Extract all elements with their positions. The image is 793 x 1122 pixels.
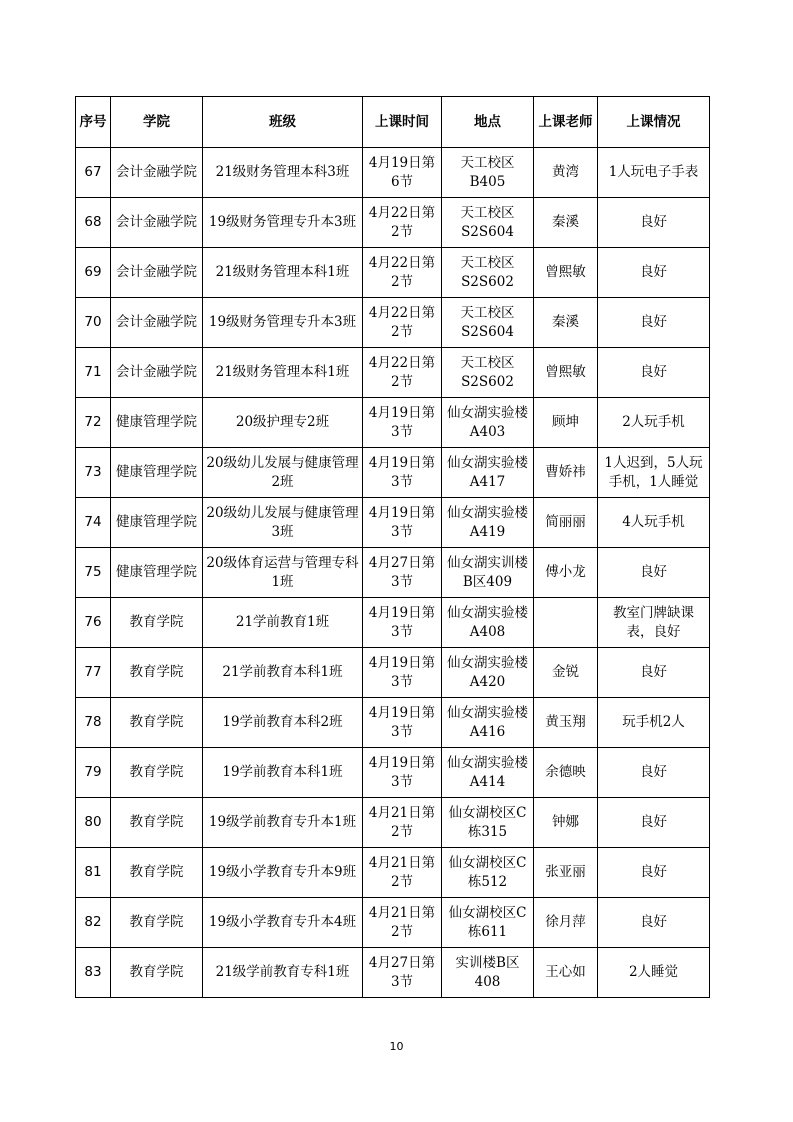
cell-class: 19学前教育本科2班 — [203, 698, 363, 748]
cell-no: 80 — [76, 798, 111, 848]
table-row — [76, 198, 710, 248]
cell-class: 21级财务管理本科1班 — [203, 348, 363, 398]
table-row — [76, 698, 710, 748]
cell-no: 74 — [76, 498, 111, 548]
cell-time: 4月19日第3节 — [363, 498, 442, 548]
cell-location: 仙女湖校区C栋315 — [442, 798, 534, 848]
cell-location: 仙女湖实验楼A417 — [442, 448, 534, 498]
cell-no: 82 — [76, 898, 111, 948]
cell-status: 1人玩电子手表 — [598, 148, 710, 198]
cell-college: 教育学院 — [111, 598, 203, 648]
cell-time: 4月19日第3节 — [363, 648, 442, 698]
cell-status: 1人迟到，5人玩手机，1人睡觉 — [598, 448, 710, 498]
cell-no: 70 — [76, 298, 111, 348]
cell-location: 天工校区S2S602 — [442, 248, 534, 298]
cell-teacher: 简丽丽 — [534, 498, 598, 548]
cell-location: 仙女湖实验楼A403 — [442, 398, 534, 448]
cell-teacher: 钟娜 — [534, 798, 598, 848]
cell-time: 4月19日第3节 — [363, 748, 442, 798]
cell-status: 良好 — [598, 298, 710, 348]
cell-no: 71 — [76, 348, 111, 398]
header-teacher: 上课老师 — [534, 97, 598, 148]
table-header-row — [76, 97, 710, 148]
cell-no: 67 — [76, 148, 111, 198]
cell-college: 会计金融学院 — [111, 298, 203, 348]
cell-college: 教育学院 — [111, 848, 203, 898]
cell-no: 81 — [76, 848, 111, 898]
cell-college: 教育学院 — [111, 898, 203, 948]
table-row — [76, 398, 710, 448]
cell-class: 21学前教育1班 — [203, 598, 363, 648]
cell-time: 4月21日第2节 — [363, 798, 442, 848]
header-college: 学院 — [111, 97, 203, 148]
cell-location: 仙女湖校区C栋512 — [442, 848, 534, 898]
table-row — [76, 898, 710, 948]
cell-location: 仙女湖实验楼A419 — [442, 498, 534, 548]
cell-location: 天工校区S2S604 — [442, 198, 534, 248]
cell-class: 19级小学教育专升本4班 — [203, 898, 363, 948]
cell-no: 78 — [76, 698, 111, 748]
cell-status: 良好 — [598, 748, 710, 798]
cell-class: 20级护理专2班 — [203, 398, 363, 448]
table-row — [76, 848, 710, 898]
cell-no: 75 — [76, 548, 111, 598]
cell-class: 19学前教育本科1班 — [203, 748, 363, 798]
cell-teacher: 曾熙敏 — [534, 348, 598, 398]
cell-college: 教育学院 — [111, 648, 203, 698]
cell-college: 教育学院 — [111, 798, 203, 848]
cell-teacher: 傅小龙 — [534, 548, 598, 598]
cell-college: 健康管理学院 — [111, 498, 203, 548]
cell-location: 仙女湖校区C栋611 — [442, 898, 534, 948]
cell-time: 4月27日第3节 — [363, 548, 442, 598]
cell-no: 72 — [76, 398, 111, 448]
cell-status: 良好 — [598, 248, 710, 298]
cell-status: 良好 — [598, 798, 710, 848]
cell-class: 20级幼儿发展与健康管理3班 — [203, 498, 363, 548]
cell-teacher — [534, 598, 598, 648]
cell-class: 21学前教育本科1班 — [203, 648, 363, 698]
cell-time: 4月19日第3节 — [363, 448, 442, 498]
cell-class: 20级幼儿发展与健康管理2班 — [203, 448, 363, 498]
cell-college: 会计金融学院 — [111, 148, 203, 198]
cell-time: 4月21日第2节 — [363, 848, 442, 898]
page-number: 10 — [389, 1040, 404, 1053]
cell-time: 4月27日第3节 — [363, 948, 442, 998]
table-row — [76, 648, 710, 698]
cell-teacher: 秦溪 — [534, 198, 598, 248]
cell-time: 4月22日第2节 — [363, 298, 442, 348]
cell-teacher: 黄湾 — [534, 148, 598, 198]
inspection-table — [75, 96, 710, 998]
cell-class: 21级学前教育专科1班 — [203, 948, 363, 998]
cell-time: 4月19日第3节 — [363, 398, 442, 448]
table-row — [76, 448, 710, 498]
cell-location: 仙女湖实验楼A420 — [442, 648, 534, 698]
table-body — [76, 148, 710, 998]
cell-time: 4月19日第6节 — [363, 148, 442, 198]
header-no: 序号 — [76, 97, 111, 148]
cell-college: 教育学院 — [111, 748, 203, 798]
cell-status: 4人玩手机 — [598, 498, 710, 548]
table-row — [76, 498, 710, 548]
cell-college: 健康管理学院 — [111, 448, 203, 498]
cell-location: 仙女湖实验楼A414 — [442, 748, 534, 798]
cell-location: 天工校区S2S604 — [442, 298, 534, 348]
cell-teacher: 金锐 — [534, 648, 598, 698]
cell-no: 76 — [76, 598, 111, 648]
cell-status: 良好 — [598, 898, 710, 948]
cell-time: 4月22日第2节 — [363, 348, 442, 398]
cell-status: 玩手机2人 — [598, 698, 710, 748]
table-row — [76, 548, 710, 598]
cell-class: 19级财务管理专升本3班 — [203, 298, 363, 348]
cell-no: 79 — [76, 748, 111, 798]
cell-class: 20级体育运营与管理专科1班 — [203, 548, 363, 598]
cell-location: 仙女湖实验楼A416 — [442, 698, 534, 748]
cell-status: 2人玩手机 — [598, 398, 710, 448]
table-row — [76, 748, 710, 798]
cell-no: 77 — [76, 648, 111, 698]
cell-location: 天工校区B405 — [442, 148, 534, 198]
cell-teacher: 张亚丽 — [534, 848, 598, 898]
table-row — [76, 798, 710, 848]
cell-college: 会计金融学院 — [111, 248, 203, 298]
table-row — [76, 298, 710, 348]
cell-college: 教育学院 — [111, 948, 203, 998]
cell-no: 68 — [76, 198, 111, 248]
cell-college: 健康管理学院 — [111, 398, 203, 448]
cell-time: 4月22日第2节 — [363, 198, 442, 248]
cell-teacher: 徐月萍 — [534, 898, 598, 948]
header-location: 地点 — [442, 97, 534, 148]
table-row — [76, 598, 710, 648]
cell-no: 69 — [76, 248, 111, 298]
table-row — [76, 248, 710, 298]
cell-teacher: 曾熙敏 — [534, 248, 598, 298]
cell-college: 会计金融学院 — [111, 348, 203, 398]
table-row — [76, 348, 710, 398]
cell-status: 教室门牌缺课表，良好 — [598, 598, 710, 648]
cell-college: 会计金融学院 — [111, 198, 203, 248]
cell-college: 教育学院 — [111, 698, 203, 748]
cell-status: 良好 — [598, 348, 710, 398]
cell-class: 19级学前教育专升本1班 — [203, 798, 363, 848]
cell-status: 2人睡觉 — [598, 948, 710, 998]
cell-time: 4月19日第3节 — [363, 598, 442, 648]
cell-teacher: 王心如 — [534, 948, 598, 998]
header-status: 上课情况 — [598, 97, 710, 148]
cell-class: 21级财务管理本科1班 — [203, 248, 363, 298]
cell-no: 83 — [76, 948, 111, 998]
cell-no: 73 — [76, 448, 111, 498]
cell-class: 19级小学教育专升本9班 — [203, 848, 363, 898]
cell-status: 良好 — [598, 198, 710, 248]
cell-status: 良好 — [598, 848, 710, 898]
cell-class: 21级财务管理本科3班 — [203, 148, 363, 198]
cell-teacher: 黄玉翔 — [534, 698, 598, 748]
cell-teacher: 曹娇祎 — [534, 448, 598, 498]
cell-time: 4月22日第2节 — [363, 248, 442, 298]
table-row — [76, 148, 710, 198]
cell-location: 实训楼B区408 — [442, 948, 534, 998]
cell-time: 4月21日第2节 — [363, 898, 442, 948]
cell-status: 良好 — [598, 548, 710, 598]
cell-class: 19级财务管理专升本3班 — [203, 198, 363, 248]
header-class: 班级 — [203, 97, 363, 148]
cell-teacher: 余德映 — [534, 748, 598, 798]
cell-college: 健康管理学院 — [111, 548, 203, 598]
cell-location: 天工校区S2S602 — [442, 348, 534, 398]
header-time: 上课时间 — [363, 97, 442, 148]
cell-location: 仙女湖实训楼B区409 — [442, 548, 534, 598]
cell-location: 仙女湖实验楼A408 — [442, 598, 534, 648]
cell-teacher: 秦溪 — [534, 298, 598, 348]
table-row — [76, 948, 710, 998]
cell-status: 良好 — [598, 648, 710, 698]
cell-teacher: 顾坤 — [534, 398, 598, 448]
cell-time: 4月19日第3节 — [363, 698, 442, 748]
